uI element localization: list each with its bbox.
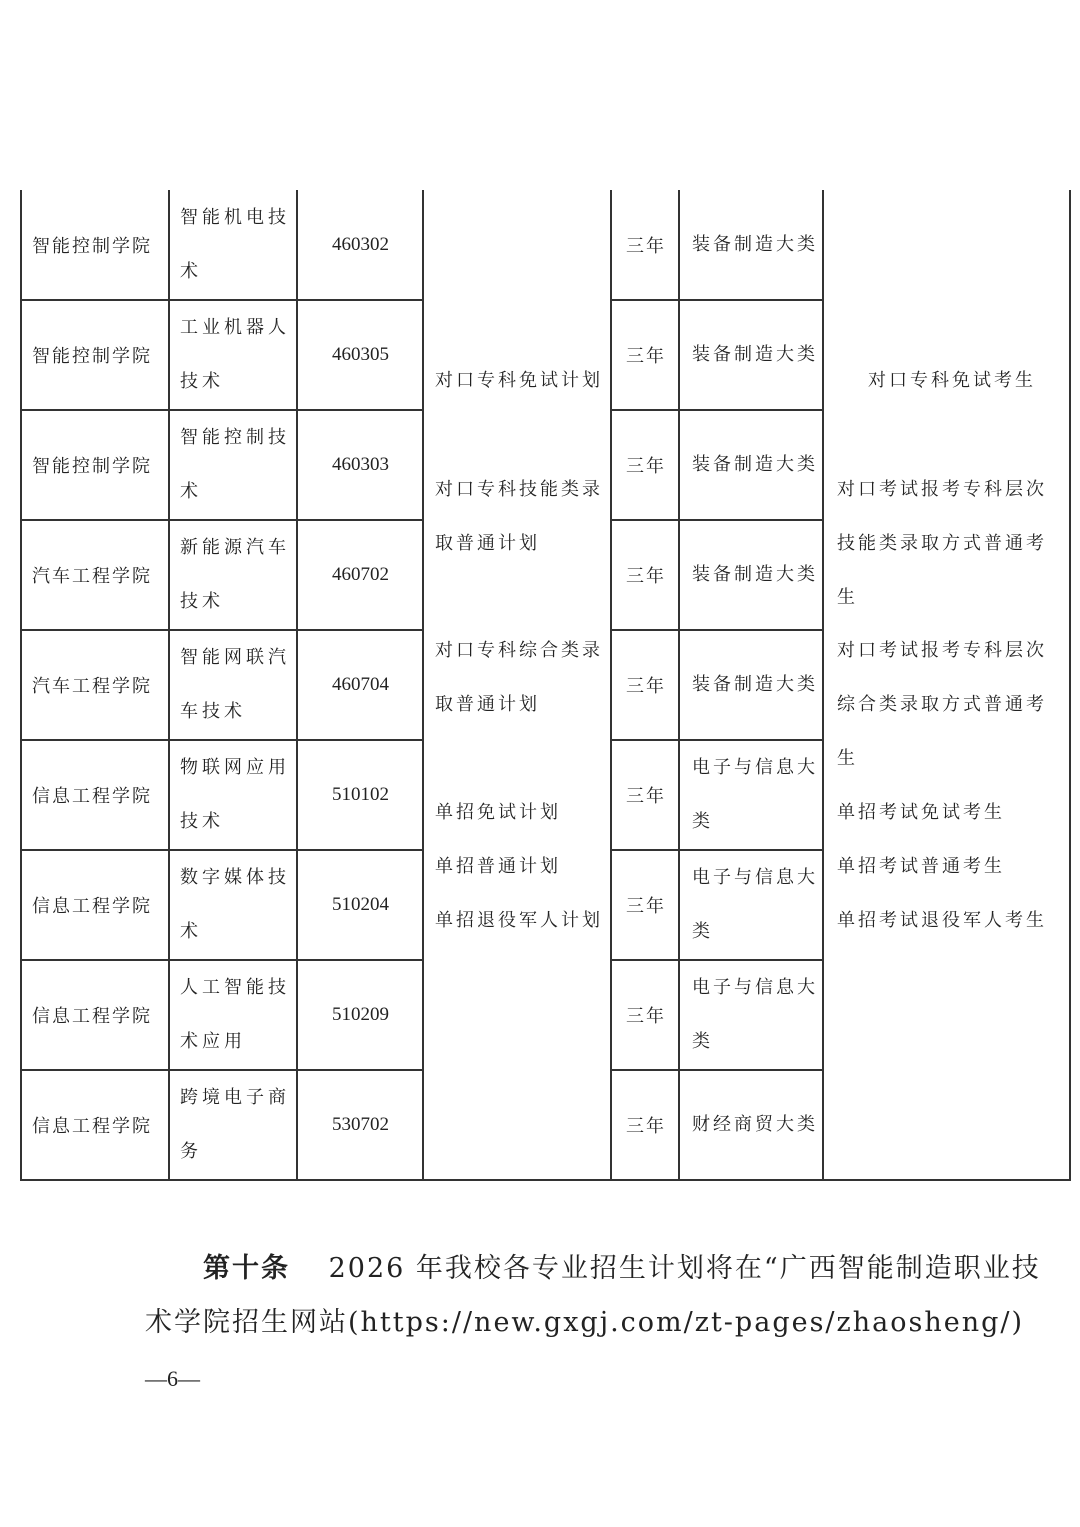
- major-cell: 工业机器人技术: [180, 317, 290, 392]
- category-cell: 财经商贸大类: [692, 1114, 818, 1135]
- category-cell: 装备制造大类: [692, 344, 818, 365]
- major-code-cell: 460302: [332, 234, 389, 255]
- category-cell: 电子与信息大类: [692, 977, 818, 1052]
- plan-cell: [435, 354, 609, 408]
- article-label: 第十条: [203, 1253, 290, 1284]
- major-code-cell: 530702: [332, 1114, 389, 1135]
- college-cell: 智能控制学院: [32, 456, 152, 477]
- duration-cell: 三年: [626, 236, 666, 257]
- category-cell: 装备制造大类: [692, 234, 818, 255]
- plan-single-veteran: 单招退役军人计划: [435, 910, 603, 931]
- duration-cell: 三年: [626, 346, 666, 367]
- major-cell: 新能源汽车技术: [180, 537, 290, 612]
- major-cell: 智能控制技术: [180, 427, 290, 502]
- college-cell: 汽车工程学院: [32, 676, 152, 697]
- plan-cell: [435, 624, 609, 732]
- category-cell: 装备制造大类: [692, 674, 818, 695]
- major-code-cell: 510204: [332, 894, 389, 915]
- major-code-cell: 460303: [332, 454, 389, 475]
- duration-cell: 三年: [626, 456, 666, 477]
- category-cell: 装备制造大类: [692, 564, 818, 585]
- college-cell: 信息工程学院: [32, 786, 152, 807]
- target-cell: [837, 624, 1067, 786]
- duration-cell: 三年: [626, 896, 666, 917]
- duration-cell: 三年: [626, 676, 666, 697]
- major-code-cell: 510102: [332, 784, 389, 805]
- college-cell: 智能控制学院: [32, 346, 152, 367]
- enrollment-table: [20, 190, 1071, 1181]
- college-cell: 信息工程学院: [32, 1006, 152, 1027]
- category-cell: 电子与信息大类: [692, 867, 818, 942]
- duration-cell: 三年: [626, 786, 666, 807]
- plan-single-exempt: 单招免试计划: [435, 802, 561, 823]
- major-code-cell: 460702: [332, 564, 389, 585]
- college-cell: 信息工程学院: [32, 1116, 152, 1137]
- major-code-cell: 460305: [332, 344, 389, 365]
- target-skill: 对口考试报考专科层次技能类录取方式普通考生: [837, 479, 1047, 608]
- target-single-veteran: 单招考试退役军人考生: [837, 910, 1047, 931]
- major-cell: 智能网联汽车技术: [180, 647, 290, 722]
- table-border-right: [1069, 190, 1071, 1181]
- major-cell: 跨境电子商务: [180, 1087, 290, 1162]
- plan-comprehensive: 对口专科综合类录取普通计划: [435, 640, 603, 715]
- college-cell: 信息工程学院: [32, 896, 152, 917]
- page-number: —6—: [145, 1366, 200, 1391]
- major-cell: 数字媒体技术: [180, 867, 290, 942]
- target-exempt: 对口专科免试考生: [868, 370, 1036, 391]
- plan-exempt: 对口专科免试计划: [435, 370, 603, 391]
- plan-cell: [435, 463, 609, 571]
- college-cell: 智能控制学院: [32, 236, 152, 257]
- target-single-normal: 单招考试普通考生: [837, 856, 1005, 877]
- duration-cell: 三年: [626, 1116, 666, 1137]
- target-cell: [837, 786, 1067, 948]
- plan-skill: 对口专科技能类录取普通计划: [435, 479, 603, 554]
- plan-cell: [435, 786, 609, 948]
- target-single-exempt: 单招考试免试考生: [837, 802, 1005, 823]
- major-cell: 物联网应用技术: [180, 757, 290, 832]
- major-cell: 人工智能技术应用: [180, 977, 290, 1052]
- duration-cell: 三年: [626, 566, 666, 587]
- target-cell: [837, 463, 1067, 625]
- major-cell: 智能机电技术: [180, 207, 290, 282]
- major-code-cell: 460704: [332, 674, 389, 695]
- category-cell: 装备制造大类: [692, 454, 818, 475]
- college-cell: 汽车工程学院: [32, 566, 152, 587]
- article-text: 2026 年我校各专业招生计划将在“广西智能制造职业技术学院招生网站(https://new.gxgj.com/zt-pages/zhaosheng/): [145, 1253, 1041, 1338]
- category-cell: 电子与信息大类: [692, 757, 818, 832]
- plan-single-normal: 单招普通计划: [435, 856, 561, 877]
- target-cell: [837, 354, 1067, 408]
- duration-cell: 三年: [626, 1006, 666, 1027]
- article-paragraph: [145, 1242, 1045, 1350]
- target-comprehensive: 对口考试报考专科层次综合类录取方式普通考生: [837, 640, 1047, 769]
- major-code-cell: 510209: [332, 1004, 389, 1025]
